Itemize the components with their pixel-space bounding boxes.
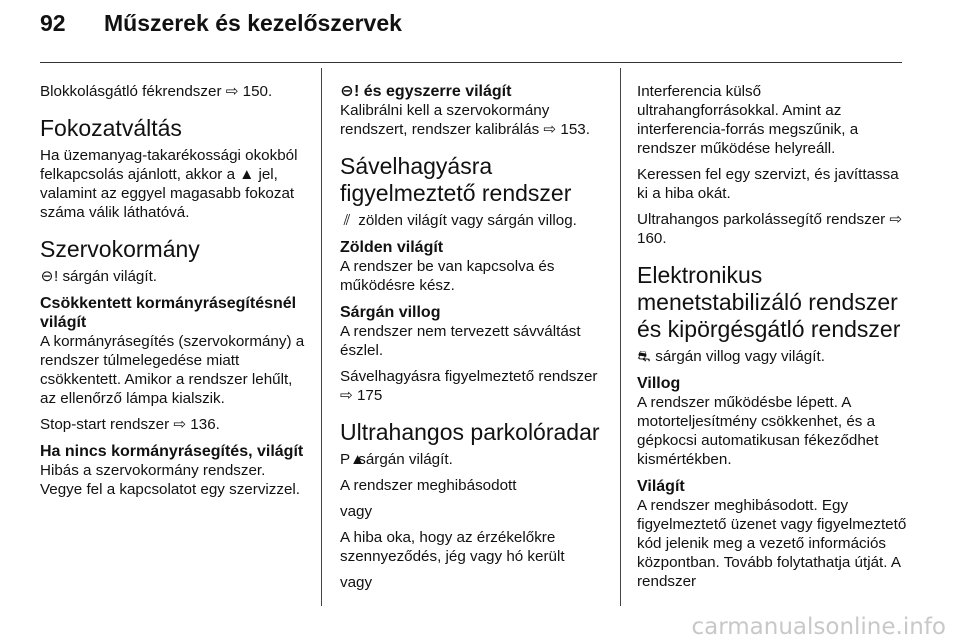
paragraph: Stop-start rendszer ⇨ 136. <box>40 416 220 433</box>
column-divider <box>321 68 322 606</box>
paragraph: Interferencia külső ultrahangforrásokkal. Amint az interferencia-forrás megszűnik, a rendszer működése helyreáll. <box>637 83 859 157</box>
paragraph <box>637 347 907 366</box>
page-title: Műszerek és kezelőszervek <box>104 10 402 36</box>
paragraph-text: sárgán villog vagy világít. <box>655 348 825 365</box>
paragraph <box>340 211 612 230</box>
subheading: ⊖! és egyszerre világít <box>340 83 512 100</box>
paragraph: Blokkolásgátló fékrendszer ⇨ 150. <box>40 83 273 100</box>
subheading: Ha nincs kormányrásegítés, világít <box>40 443 304 460</box>
paragraph: A rendszer be van kapcsolva és működésre kész. <box>340 258 555 294</box>
watermark: carmanualsonline.info <box>691 614 946 640</box>
paragraph-text: zölden világít vagy sárgán villog. <box>358 212 577 229</box>
column-divider <box>620 68 621 606</box>
paragraph: A rendszer nem tervezett sávváltást észlel. <box>340 323 581 359</box>
column-1 <box>40 82 308 506</box>
subheading: Csökkentett kormányrásegítésnél világít <box>40 295 297 331</box>
paragraph: Keressen fel egy szervizt, és javíttassa ki a hiba okát. <box>637 166 899 202</box>
heading: Elektronikus menetstabilizáló rendszer és kipörgésgátló rendszer <box>637 262 901 342</box>
subheading-text: és egyszerre világít <box>363 83 512 100</box>
paragraph-text: sárgán világít. <box>62 268 158 285</box>
paragraph: Hibás a szervokormány rendszer. Vegye fel a kapcsolatot egy szervizzel. <box>40 462 301 498</box>
heading: Fokozatváltás <box>40 115 182 141</box>
page-number: 92 <box>40 10 66 36</box>
lane-departure-icon: ⫽ <box>343 212 351 229</box>
park-assist-icon: P▲ <box>340 451 366 468</box>
subheading: Villog <box>637 375 681 392</box>
heading: Szervokormány <box>40 236 200 262</box>
paragraph: A rendszer működésbe lépett. A motorteljesítmény csökkenhet, és a gépkocsi automatikusan fékeződhet kismértékben. <box>637 394 879 468</box>
paragraph: Ha üzemanyag-takarékossági okokból felkapcsolás ajánlott, akkor a ▲ jel, valamint az eggyel magasabb fokozat száma válik láthatóvá. <box>40 147 298 221</box>
esp-icon: ⛐ <box>637 348 651 365</box>
steering-warning-icon: ⊖ <box>40 268 54 285</box>
page-header <box>40 10 402 37</box>
header-rule <box>40 62 902 63</box>
column-3 <box>637 82 907 598</box>
paragraph: A rendszer meghibásodott. Egy figyelmeztető üzenet vagy figyelmeztető kód jelenik meg a vezető információs központban. Tovább folytathatja útját. A rendszer <box>637 497 907 590</box>
paragraph: A hiba oka, hogy az érzékelőkre szennyeződés, jég vagy hó került <box>340 529 565 565</box>
paragraph: ⊖! sárgán világít. <box>40 268 158 285</box>
paragraph: Kalibrálni kell a szervokormány rendszert, rendszer kalibrálás ⇨ 153. <box>340 102 590 138</box>
paragraph: A rendszer meghibásodott <box>340 477 517 494</box>
paragraph: Sávelhagyásra figyelmeztető rendszer ⇨ 175 <box>340 368 598 404</box>
heading: Ultrahangos parkolóradar <box>340 419 600 445</box>
steering-warning-icon: ⊖ <box>340 83 354 100</box>
paragraph-text: sárgán világít. <box>358 451 453 468</box>
heading: Sávelhagyásra figyelmeztető rendszer <box>340 153 572 206</box>
subheading: Zölden világít <box>340 239 444 256</box>
paragraph: vagy <box>340 503 373 520</box>
subheading: Sárgán villog <box>340 304 441 321</box>
paragraph: A kormányrásegítés (szervokormány) a rendszer túlmelegedése miatt csökkentett. Amikor a rendszer lehűlt, az ellenőrző lámpa kialszik. <box>40 333 305 407</box>
subheading: Világít <box>637 478 685 495</box>
paragraph: vagy <box>340 574 373 591</box>
paragraph: Ultrahangos parkolássegítő rendszer ⇨ 160. <box>637 211 903 247</box>
paragraph <box>340 450 612 469</box>
column-2 <box>340 82 612 599</box>
